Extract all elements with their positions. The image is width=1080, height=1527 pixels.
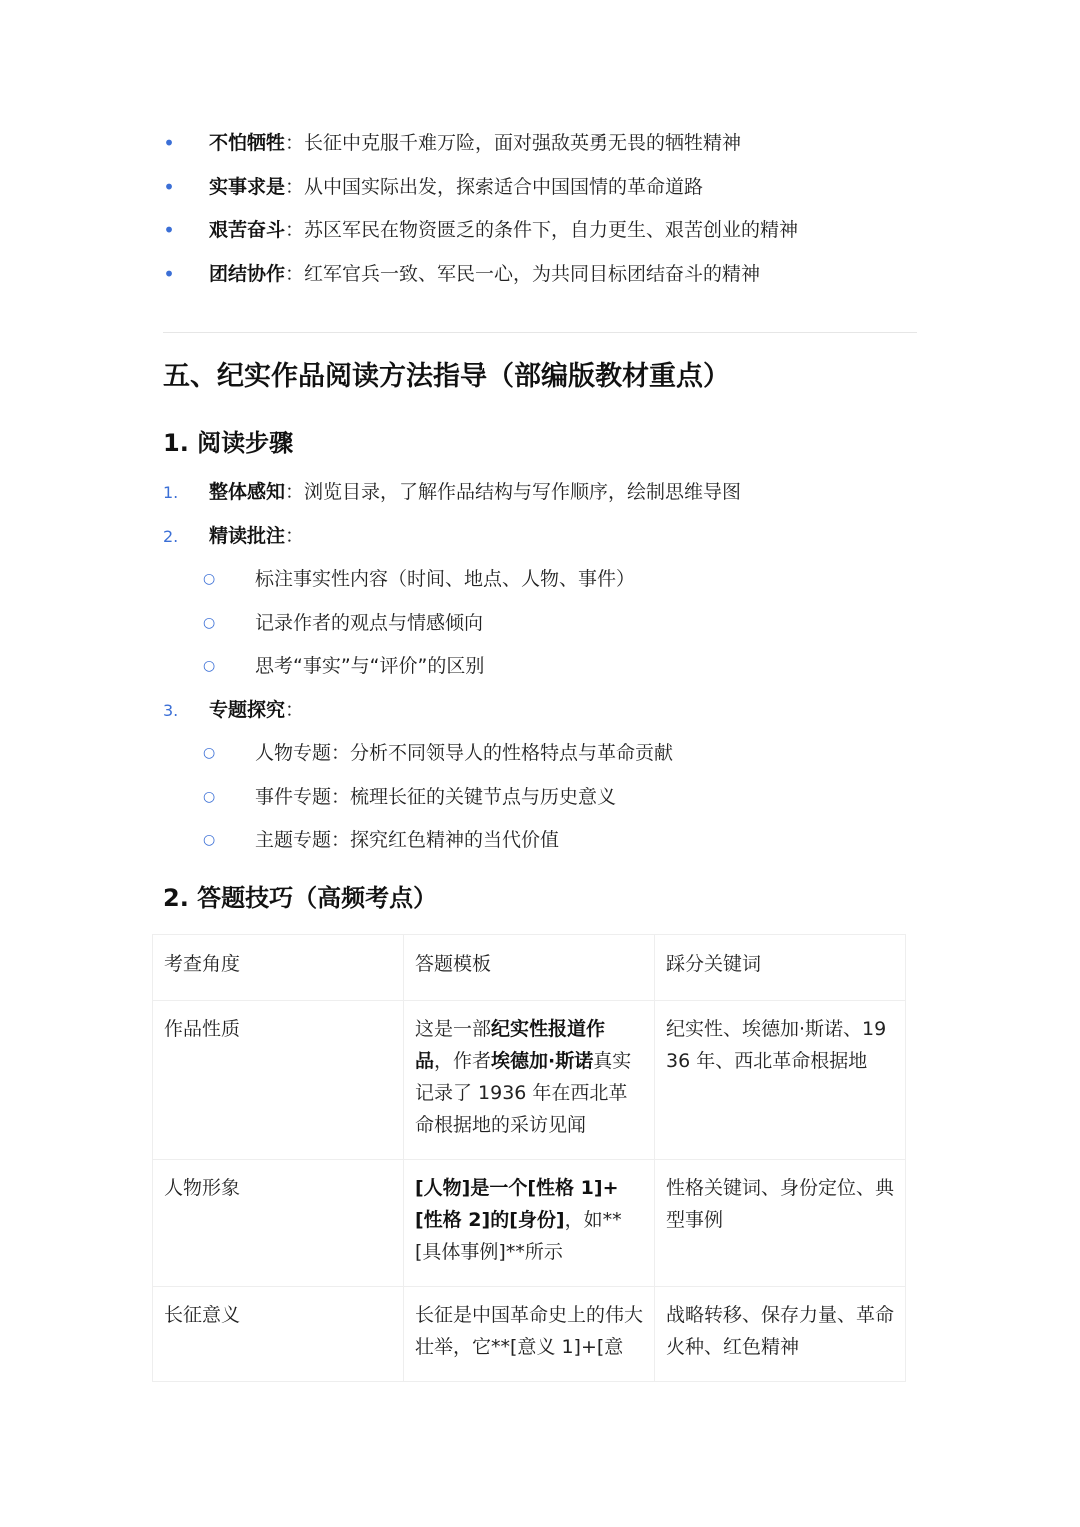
bullet-separator: ：	[285, 262, 305, 285]
section-heading: 五、纪实作品阅读方法指导（部编版教材重点）	[163, 361, 730, 392]
table-row	[153, 1160, 906, 1287]
hollow-circle-icon: ○	[203, 788, 216, 805]
sub-item	[163, 602, 923, 646]
step-item	[163, 515, 923, 559]
list-item	[163, 209, 923, 253]
template-text: 这是一部	[415, 1018, 492, 1040]
sub-item-text: 人物专题：分析不同领导人的性格特点与革命贡献	[255, 742, 674, 764]
hollow-circle-icon: ○	[203, 832, 216, 848]
template-bold-text: [人物]是一个[性格 1]+[性格 2]的[身份]	[415, 1177, 619, 1231]
table-header-row	[153, 935, 906, 1001]
sub-item	[163, 558, 923, 602]
step-term: 整体感知	[209, 481, 286, 503]
angle-cell: 人物形象	[153, 1160, 404, 1287]
template-text: 真实记录了 1936 年在西北革命根据地的采访见闻	[415, 1050, 632, 1136]
step-separator: ：	[285, 698, 305, 721]
sub-item-text: 主题专题：探究红色精神的当代价值	[255, 829, 560, 851]
section-divider	[163, 332, 917, 333]
sub-item-text: 标注事实性内容（时间、地点、人物、事件）	[255, 568, 636, 590]
template-text: ，如**[具体事例]**所示	[415, 1209, 622, 1263]
step-separator: ：	[285, 524, 305, 547]
bullet-dot-icon: •	[163, 218, 175, 242]
bullet-separator: ：	[285, 132, 305, 154]
step-text: 浏览目录，了解作品结构与写作顺序，绘制思维导图	[304, 481, 742, 503]
template-bold-text: 埃德加·斯诺	[491, 1050, 594, 1072]
step-line	[209, 689, 304, 733]
reading-steps-list	[163, 471, 923, 863]
step-item	[163, 689, 923, 733]
template-text: 长征是中国革命史上的伟大壮举，它**[意义 1]+[意	[415, 1304, 644, 1358]
list-item	[163, 253, 923, 297]
bullet-dot-icon: •	[163, 131, 175, 155]
step-item	[163, 471, 923, 515]
bullet-term: 团结协作	[209, 262, 286, 285]
sub-item-text: 事件专题：梳理长征的关键节点与历史意义	[255, 785, 617, 808]
hollow-circle-icon: ○	[203, 658, 216, 674]
template-text: ，作者	[434, 1050, 492, 1072]
bullet-separator: ：	[285, 175, 305, 198]
sub-item	[163, 732, 923, 776]
column-header: 踩分关键词	[655, 935, 906, 1001]
step-separator: ：	[285, 481, 305, 503]
step-term: 精读批注	[209, 524, 286, 547]
bullet-dot-icon: •	[163, 261, 175, 286]
bullet-text: 苏区军民在物资匮乏的条件下，自力更生、艰苦创业的精神	[304, 219, 799, 241]
keywords-cell: 战略转移、保存力量、革命火种、红色精神	[655, 1287, 906, 1382]
bullet-term: 艰苦奋斗	[209, 219, 286, 241]
reading-steps-heading: 1. 阅读步骤	[163, 429, 294, 457]
template-cell	[404, 1287, 655, 1382]
column-header: 答题模板	[404, 935, 655, 1001]
step-term: 专题探究	[209, 698, 286, 721]
answer-skills-heading: 2. 答题技巧（高频考点）	[163, 884, 438, 912]
bullet-separator: ：	[285, 219, 305, 241]
sub-item	[163, 776, 923, 820]
answer-skills-table	[152, 934, 906, 1382]
bullet-text: 红军官兵一致、军民一心，为共同目标团结奋斗的精神	[304, 262, 761, 285]
bullet-text: 长征中克服千难万险，面对强敌英勇无畏的牺牲精神	[304, 132, 742, 154]
column-header: 考查角度	[153, 935, 404, 1001]
sub-item	[163, 645, 923, 689]
bullet-dot-icon: •	[163, 174, 175, 199]
keywords-cell: 纪实性、埃德加·斯诺、1936 年、西北革命根据地	[655, 1001, 906, 1160]
sub-item	[163, 819, 923, 863]
angle-cell: 作品性质	[153, 1001, 404, 1160]
hollow-circle-icon: ○	[203, 614, 216, 631]
step-number: 1.	[163, 483, 179, 502]
list-item	[163, 122, 923, 166]
list-item	[163, 166, 923, 210]
template-cell	[404, 1160, 655, 1287]
step-number: 2.	[163, 526, 179, 546]
hollow-circle-icon: ○	[203, 745, 216, 761]
table-row	[153, 1001, 906, 1160]
sub-item-text: 记录作者的观点与情感倾向	[255, 611, 484, 634]
keywords-cell: 性格关键词、身份定位、典型事例	[655, 1160, 906, 1287]
angle-cell: 长征意义	[153, 1287, 404, 1382]
step-number: 3.	[163, 700, 179, 720]
sub-item-text: 思考“事实”与“评价”的区别	[255, 655, 485, 677]
hollow-circle-icon: ○	[203, 571, 216, 587]
step-line	[209, 471, 741, 515]
bullet-text: 从中国实际出发，探索适合中国国情的革命道路	[304, 175, 704, 198]
table-row	[153, 1287, 906, 1382]
spirit-bullet-list	[163, 122, 923, 296]
template-bold-text: 纪实性报道作品	[415, 1018, 606, 1072]
template-cell	[404, 1001, 655, 1160]
step-line	[209, 515, 304, 559]
bullet-term: 实事求是	[209, 175, 286, 198]
bullet-term: 不怕牺牲	[209, 132, 286, 154]
